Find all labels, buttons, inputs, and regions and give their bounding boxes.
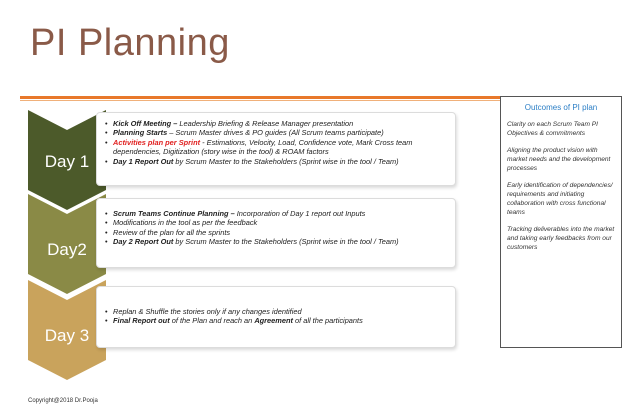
outcome-item: Early identification of dependencies/ requirements and initiating collaboration with cross functional teams (507, 182, 613, 216)
copyright-text: Copyright@2018 Dr.Pooja (28, 398, 98, 404)
outcomes-panel (500, 96, 622, 348)
day2-item-1: • Scrum Teams Continue Planning – Incorporation of Day 1 report out Inputs (105, 209, 449, 218)
slide-title: PI Planning (30, 22, 230, 64)
day2-item-3: • Review of the plan for all the sprints (105, 228, 449, 237)
day1-item-1: • Kick Off Meeting – Leadership Briefing & Release Manager presentation (105, 119, 449, 128)
day3-item-1: • Replan & Shuffle the stories only if any changes identified (105, 307, 449, 316)
day3-label: Day 3 (44, 326, 90, 345)
outcome-item: Aligning the product vision with market needs and the development processes (507, 147, 611, 172)
day1-label: Day 1 (44, 152, 90, 171)
day3-item-2: • Final Report out of the Plan and reach an Agreement of all the participants (105, 316, 449, 325)
day1-item-3: • Activities plan per Sprint - Estimations, Velocity, Load, Confidence vote, Mark Cross team dependencies, Digitization (story wise in the tool) & ROAM factors (105, 138, 449, 157)
day2-chevron (28, 194, 106, 294)
outcome-item: Clarity on each Scrum Team PI Objectives & commitments (507, 121, 599, 137)
day1-item-4: • Day 1 Report Out by Scrum Master to the Stakeholders (Sprint wise in the tool / Team) (105, 157, 449, 166)
outcome-item: Tracking deliverables into the market and taking early feedbacks from our customers (507, 226, 615, 251)
outcomes-title: Outcomes of PI plan (524, 103, 598, 112)
day2-box (96, 198, 456, 268)
day3-box (96, 286, 456, 348)
day1-box (96, 112, 456, 186)
day2-item-4: • Day 2 Report Out by Scrum Master to the Stakeholders (Sprint wise in the tool / Team) (105, 237, 449, 246)
day2-item-2: • Modifications in the tool as per the feedback (105, 218, 449, 227)
day3-chevron (28, 280, 106, 380)
day1-item-2: • Planning Starts – Scrum Master drives & PO guides (All Scrum teams participate) (105, 128, 449, 137)
day2-label: Day2 (47, 240, 87, 259)
